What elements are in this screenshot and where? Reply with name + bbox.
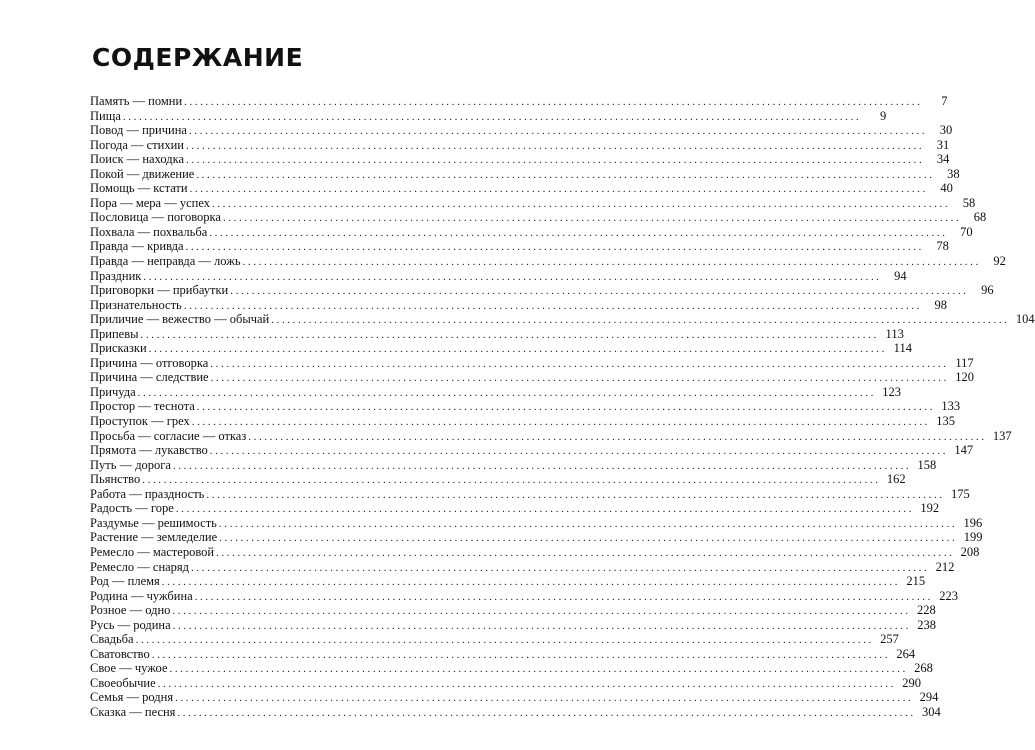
- toc-entry-page: 238: [917, 617, 936, 632]
- toc-entry-title: Просьба — согласие — отказ: [90, 428, 247, 443]
- toc-entry: [90, 574, 926, 589]
- toc-entry-title: Помощь — кстати: [90, 181, 188, 196]
- toc-entry-page: 228: [916, 603, 936, 618]
- toc-entry: [90, 123, 953, 138]
- toc-dot-leader: ..........................................................................................................................................: [172, 459, 912, 472]
- toc-entry: [90, 646, 916, 662]
- toc-dot-leader: ..........................................................................................................................................: [135, 634, 874, 647]
- toc-entry-page: 104: [1015, 312, 1035, 327]
- toc-entry-title: Радость — горе: [90, 501, 174, 516]
- toc-entry-title: Раздумье — решимость: [90, 515, 217, 530]
- toc-entry-title: Признательность: [90, 297, 182, 312]
- toc-dot-leader: ..........................................................................................................................................: [122, 110, 862, 123]
- toc-entry: [90, 312, 1035, 327]
- toc-entry: [90, 108, 887, 124]
- toc-entry-title: Сватовство: [90, 646, 150, 661]
- toc-dot-leader: ..........................................................................................................................................: [175, 692, 914, 705]
- toc-entry: [90, 617, 936, 633]
- toc-entry-title: Приговорки — прибаутки: [90, 283, 229, 298]
- toc-entry-page: 113: [885, 326, 904, 341]
- toc-dot-leader: ..........................................................................................................................................: [151, 648, 891, 661]
- toc-entry-page: 34: [936, 152, 950, 167]
- toc-entry-title: Путь — дорога: [90, 457, 171, 472]
- page-title: СОДЕРЖАНИЕ: [92, 43, 304, 72]
- toc-dot-leader: ..........................................................................................................................................: [206, 488, 945, 501]
- toc-entry-page: 257: [880, 632, 899, 647]
- table-of-contents: [90, 94, 1035, 720]
- toc-entry-page: 137: [992, 428, 1012, 443]
- toc-entry-title: Растение — земледелие: [90, 530, 218, 545]
- toc-entry-page: 175: [950, 486, 970, 501]
- toc-dot-leader: ..........................................................................................................................................: [216, 546, 955, 559]
- toc-entry-page: 208: [960, 544, 980, 559]
- toc-entry-page: 117: [955, 355, 974, 370]
- toc-dot-leader: ..........................................................................................................................................: [196, 401, 936, 414]
- toc-entry: [90, 588, 959, 604]
- toc-entry: [90, 486, 970, 502]
- toc-entry-title: Правда — неправда — ложь: [90, 254, 241, 269]
- toc-entry-page: 114: [893, 341, 912, 356]
- toc-entry-title: Семья — родня: [90, 690, 174, 705]
- toc-entry-page: 212: [935, 559, 955, 574]
- toc-entry-title: Причина — следствие: [90, 370, 209, 385]
- toc-entry-page: 30: [939, 123, 953, 138]
- toc-entry-page: 158: [917, 457, 937, 472]
- toc-entry: [90, 297, 948, 313]
- toc-dot-leader: ..........................................................................................................................................: [210, 372, 949, 385]
- toc-dot-leader: ..........................................................................................................................................: [183, 299, 923, 312]
- toc-entry-title: Своеобычие: [90, 675, 156, 690]
- toc-entry-title: Розное — одно: [90, 603, 171, 618]
- toc-entry-page: 196: [963, 515, 983, 530]
- toc-entry-page: 223: [939, 588, 959, 603]
- toc-dot-leader: ..........................................................................................................................................: [161, 576, 901, 589]
- toc-entry-page: 7: [941, 94, 948, 108]
- toc-entry: [90, 384, 901, 400]
- toc-entry: [90, 399, 961, 414]
- toc-dot-leader: ..........................................................................................................................................: [172, 605, 911, 618]
- toc-entry-page: 78: [936, 239, 949, 254]
- toc-entry-page: 58: [962, 195, 976, 210]
- toc-entry-title: Простор — теснота: [90, 399, 195, 414]
- toc-dot-leader: ..........................................................................................................................................: [242, 256, 981, 269]
- toc-dot-leader: ..........................................................................................................................................: [218, 517, 958, 530]
- toc-entry: [90, 632, 899, 647]
- toc-entry: [90, 224, 973, 240]
- toc-entry-page: 264: [896, 646, 916, 661]
- toc-dot-leader: ..........................................................................................................................................: [140, 328, 879, 341]
- toc-dot-leader: ..........................................................................................................................................: [248, 430, 987, 443]
- toc-dot-leader: ..........................................................................................................................................: [271, 314, 1010, 327]
- toc-entry-page: 9: [879, 108, 887, 123]
- toc-entry: [90, 210, 987, 225]
- toc-dot-leader: ..........................................................................................................................................: [211, 197, 951, 210]
- toc-dot-leader: ..........................................................................................................................................: [194, 590, 934, 603]
- toc-entry: [90, 137, 950, 153]
- toc-entry-title: Пора — мера — успех: [90, 195, 210, 210]
- toc-entry-title: Родина — чужбина: [90, 588, 193, 603]
- toc-entry-title: Причина — отговорка: [90, 355, 209, 370]
- toc-entry: [90, 457, 937, 473]
- toc-entry: [90, 181, 953, 196]
- toc-entry-page: 135: [936, 414, 956, 429]
- toc-dot-leader: ..........................................................................................................................................: [142, 474, 881, 487]
- toc-entry-title: Свое — чужое: [90, 661, 168, 676]
- toc-entry-title: Прямота — лукавство: [90, 443, 208, 458]
- toc-entry-title: Проступок — грех: [90, 414, 190, 429]
- toc-entry: [90, 443, 974, 458]
- toc-entry: [90, 414, 956, 429]
- toc-entry: [90, 472, 906, 487]
- toc-entry-title: Пища: [90, 108, 121, 123]
- toc-entry: [90, 195, 976, 211]
- toc-entry-title: Свадьба: [90, 632, 134, 647]
- toc-entry-page: 304: [922, 704, 941, 719]
- toc-dot-leader: ..........................................................................................................................................: [185, 241, 924, 254]
- toc-entry: [90, 166, 960, 182]
- toc-entry: [90, 355, 974, 371]
- toc-entry-title: Память — помни: [90, 94, 183, 108]
- toc-entry-page: 70: [960, 224, 973, 239]
- toc-entry: [90, 704, 941, 720]
- toc-dot-leader: ..........................................................................................................................................: [157, 677, 896, 690]
- toc-entry: [90, 254, 1006, 269]
- toc-dot-leader: ..........................................................................................................................................: [191, 416, 931, 429]
- toc-dot-leader: ..........................................................................................................................................: [209, 445, 949, 458]
- toc-dot-leader: ..........................................................................................................................................: [172, 619, 911, 632]
- toc-dot-leader: ..........................................................................................................................................: [189, 183, 928, 196]
- toc-entry-title: Приличие — вежество — обычай: [90, 312, 270, 327]
- toc-entry-page: 123: [882, 384, 901, 399]
- toc-entry: [90, 268, 907, 284]
- toc-entry-title: Присказки: [90, 341, 147, 356]
- toc-entry-page: 147: [954, 443, 974, 458]
- toc-entry-title: Правда — кривда: [90, 239, 184, 254]
- toc-entry: [90, 675, 921, 691]
- toc-entry-page: 290: [902, 675, 921, 690]
- toc-entry-page: 31: [936, 137, 950, 152]
- toc-entry: [90, 341, 912, 356]
- toc-entry-title: Пьянство: [90, 472, 141, 487]
- toc-dot-leader: ..........................................................................................................................................: [191, 561, 930, 574]
- toc-entry-page: 133: [941, 399, 961, 414]
- toc-dot-leader: ..........................................................................................................................................: [169, 663, 908, 676]
- toc-entry-title: Повод — причина: [90, 123, 187, 138]
- toc-entry-page: 94: [894, 268, 907, 283]
- toc-entry: [90, 283, 994, 298]
- toc-entry-page: 120: [955, 370, 974, 385]
- toc-entry-title: Праздник: [90, 268, 142, 283]
- toc-entry-title: Род — племя: [90, 574, 160, 589]
- toc-entry-page: 215: [906, 574, 926, 589]
- toc-dot-leader: ..........................................................................................................................................: [175, 503, 915, 516]
- toc-entry-page: 40: [940, 181, 953, 196]
- toc-dot-leader: ..........................................................................................................................................: [143, 270, 882, 283]
- toc-dot-leader: ..........................................................................................................................................: [177, 706, 916, 719]
- toc-entry-page: 192: [920, 501, 940, 516]
- toc-dot-leader: ..........................................................................................................................................: [137, 386, 876, 399]
- toc-entry-title: Работа — праздность: [90, 486, 205, 501]
- toc-entry-title: Ремесло — снаряд: [90, 559, 190, 574]
- toc-entry: [90, 152, 950, 167]
- toc-entry: [90, 559, 955, 575]
- toc-entry-page: 68: [973, 210, 987, 225]
- toc-entry: [90, 515, 983, 531]
- toc-entry-title: Похвала — похвальба: [90, 224, 208, 239]
- toc-entry-title: Русь — родина: [90, 617, 171, 632]
- toc-dot-leader: ..........................................................................................................................................: [209, 226, 948, 239]
- toc-entry-page: 268: [914, 661, 933, 676]
- toc-entry-title: Причуда: [90, 384, 136, 399]
- toc-entry: [90, 370, 974, 385]
- toc-entry: [90, 94, 948, 109]
- toc-entry-title: Покой — движение: [90, 166, 195, 181]
- toc-entry-page: 294: [919, 690, 939, 705]
- toc-entry-title: Поиск — находка: [90, 152, 185, 167]
- toc-entry-page: 96: [981, 283, 994, 298]
- toc-dot-leader: ..........................................................................................................................................: [222, 212, 962, 225]
- toc-entry-title: Ремесло — мастеровой: [90, 544, 215, 559]
- toc-entry-page: 38: [947, 166, 960, 181]
- toc-dot-leader: ..........................................................................................................................................: [185, 139, 925, 152]
- toc-entry-page: 162: [886, 472, 906, 487]
- toc-dot-leader: ..........................................................................................................................................: [186, 154, 925, 167]
- toc-dot-leader: ..........................................................................................................................................: [196, 168, 935, 181]
- toc-dot-leader: ..........................................................................................................................................: [230, 285, 969, 298]
- toc-entry-page: 92: [993, 254, 1006, 269]
- toc-dot-leader: ..........................................................................................................................................: [219, 532, 958, 545]
- toc-entry: [90, 326, 904, 342]
- toc-dot-leader: ..........................................................................................................................................: [188, 125, 928, 138]
- toc-entry-title: Погода — стихии: [90, 137, 184, 152]
- toc-entry: [90, 530, 983, 545]
- toc-entry-page: 199: [963, 530, 983, 545]
- toc-entry: [90, 603, 936, 618]
- toc-entry: [90, 690, 939, 705]
- toc-entry: [90, 428, 1012, 444]
- toc-entry: [90, 544, 980, 560]
- toc-entry: [90, 661, 933, 676]
- toc-entry-page: 98: [934, 297, 948, 312]
- toc-entry-title: Припевы: [90, 326, 139, 341]
- toc-entry-title: Сказка — песня: [90, 704, 176, 719]
- toc-dot-leader: ..........................................................................................................................................: [210, 357, 949, 370]
- toc-dot-leader: ..........................................................................................................................................: [148, 343, 887, 356]
- toc-entry-title: Пословица — поговорка: [90, 210, 221, 225]
- toc-dot-leader: ..........................................................................................................................................: [184, 96, 923, 108]
- toc-entry: [90, 501, 940, 516]
- toc-entry: [90, 239, 949, 254]
